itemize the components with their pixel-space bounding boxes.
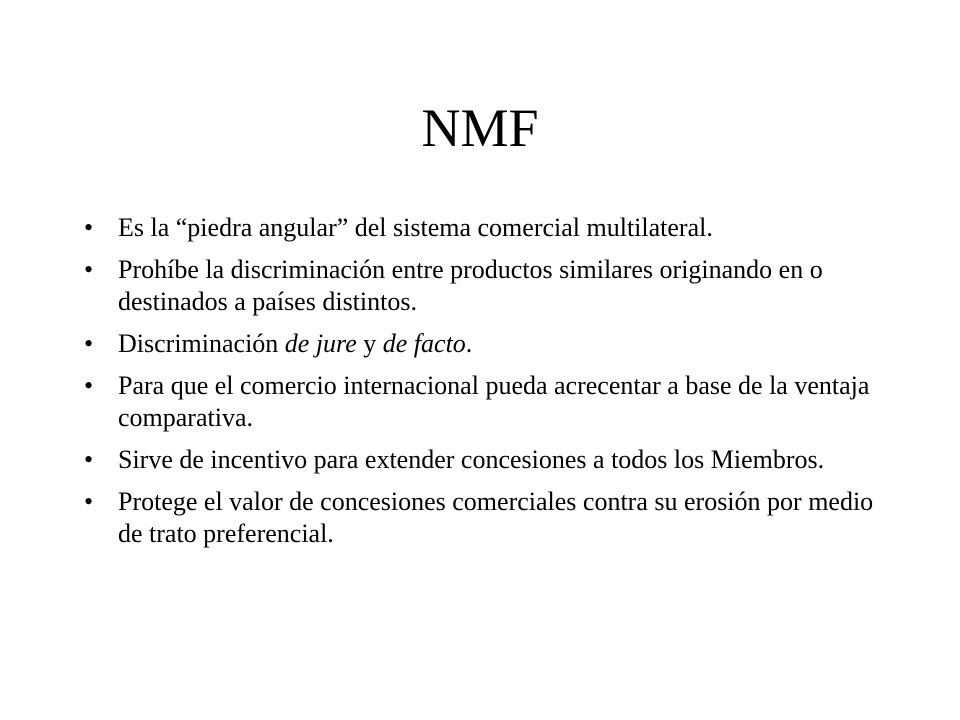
bullet-text-italic: de jure [284,329,357,358]
bullet-icon: • [84,213,94,242]
bullet-item [84,370,904,434]
bullet-item [84,328,904,360]
bullet-item [84,212,904,244]
bullet-icon: • [84,445,94,474]
bullet-item [84,254,904,318]
bullet-text-italic: de facto [382,329,466,358]
bullet-icon: • [84,371,94,400]
bullet-text-part: Discriminación [118,329,285,358]
bullet-text [118,329,472,358]
bullet-list [84,212,904,560]
bullet-text: Protege el valor de concesiones comerciales contra su erosión por medio de trato preferencial. [118,487,874,548]
bullet-text-part: y [356,329,383,358]
bullet-icon: • [84,487,94,516]
slide-title: NMF [421,98,539,158]
bullet-text: Es la “piedra angular” del sistema comercial multilateral. [118,213,713,242]
bullet-text: Para que el comercio internacional pueda acrecentar a base de la ventaja comparativa. [118,371,870,432]
bullet-item [84,486,904,550]
bullet-text: Sirve de incentivo para extender concesiones a todos los Miembros. [118,445,825,474]
bullet-icon: • [84,329,94,358]
bullet-text-part: . [465,329,473,358]
bullet-text: Prohíbe la discriminación entre productos similares originando en o destinados a países distintos. [118,255,823,316]
bullet-icon: • [84,255,94,284]
bullet-item [84,444,904,476]
